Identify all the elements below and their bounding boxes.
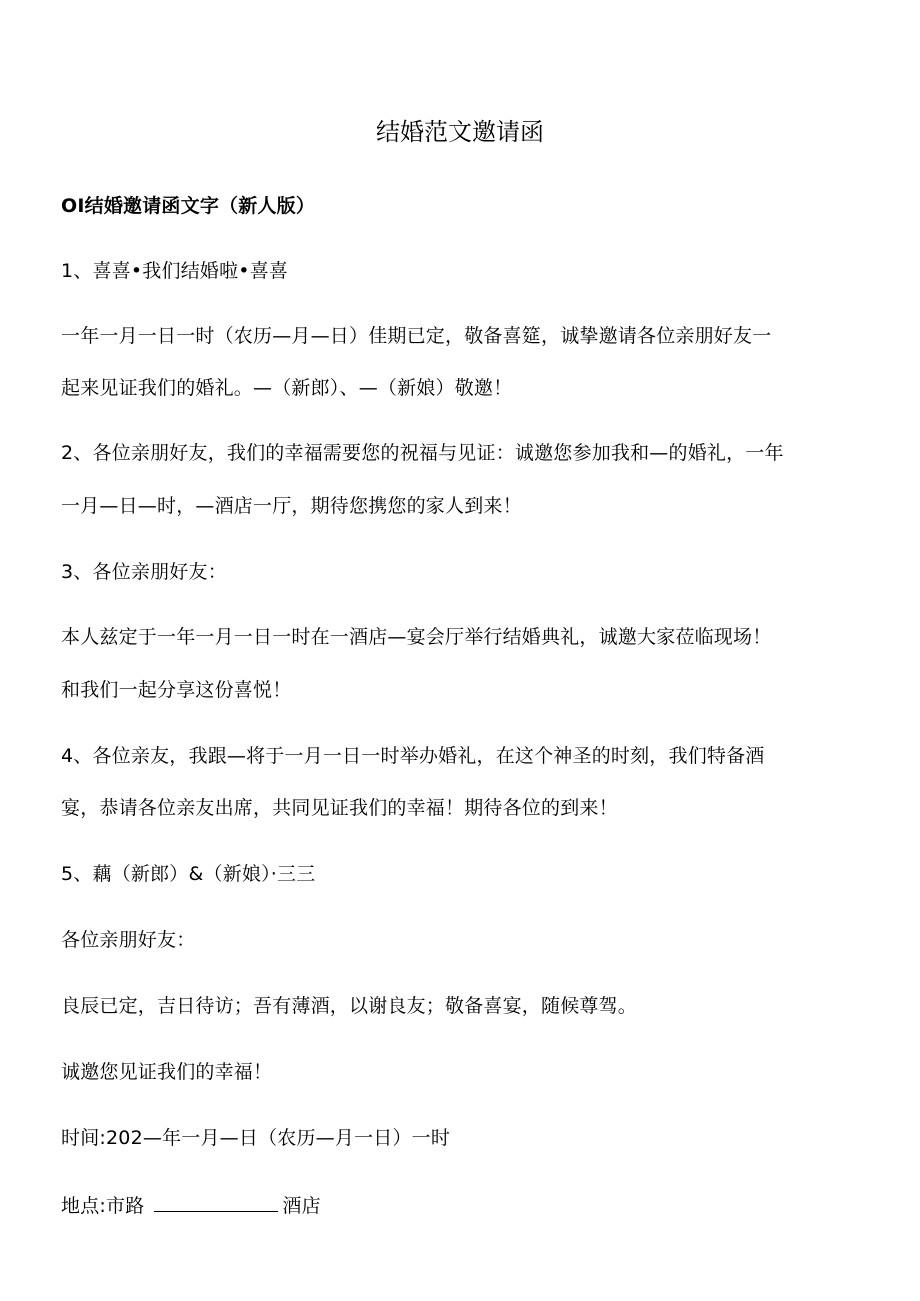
item1-line2: 起来见证我们的婚礼。—（新郎）、—（新娘）敬邀！ bbox=[61, 377, 513, 399]
item1-heading: 1、喜喜•我们结婚啦•喜喜 bbox=[61, 260, 289, 282]
place-prefix: 地点:市路 bbox=[61, 1195, 145, 1217]
item5-heading: 5、藕（新郎）&（新娘）·三三 bbox=[61, 863, 316, 885]
item3-heading: 3、各位亲朋好友： bbox=[61, 561, 227, 583]
document-title: 结婚范文邀请函 bbox=[376, 118, 544, 146]
item3-line1: 本人兹定于一年一月一日一时在一酒店—宴会厅举行结婚典礼，诚邀大家莅临现场！ bbox=[61, 626, 772, 648]
item4-line1: 4、各位亲友，我跟—将于一月一日一时举办婚礼，在这个神圣的时刻，我们特备酒 bbox=[61, 745, 765, 767]
item5-invite: 诚邀您见证我们的幸福！ bbox=[61, 1061, 273, 1083]
place-suffix: 酒店 bbox=[282, 1195, 321, 1217]
item4-line2: 宴，恭请各位亲友出席，共同见证我们的幸福！期待各位的到来！ bbox=[61, 797, 618, 819]
item5-body: 良辰已定，吉日待访；吾有薄酒，以谢良友；敬备喜宴，随候尊驾。 bbox=[61, 995, 638, 1017]
section-heading: OI结婚邀请函文字（新人版） bbox=[61, 195, 316, 217]
item1-line1: 一年一月一日一时（农历—月—日）佳期已定，敬备喜筵，诚挚邀请各位亲朋好友一 bbox=[61, 325, 772, 347]
place-blank-underline bbox=[154, 1191, 278, 1212]
item5-greeting: 各位亲朋好友： bbox=[61, 929, 196, 951]
item2-line2: 一月—日—时，—酒店一厅，期待您携您的家人到来！ bbox=[61, 495, 522, 517]
item2-line1: 2、各位亲朋好友，我们的幸福需要您的祝福与见证：诚邀您参加我和—的婚礼，一年 bbox=[61, 442, 784, 464]
item3-line2: 和我们一起分享这份喜悦！ bbox=[61, 679, 292, 701]
item5-place bbox=[61, 1191, 321, 1219]
item5-time: 时间:202—年一月—日（农历—月一日）一时 bbox=[61, 1127, 451, 1149]
